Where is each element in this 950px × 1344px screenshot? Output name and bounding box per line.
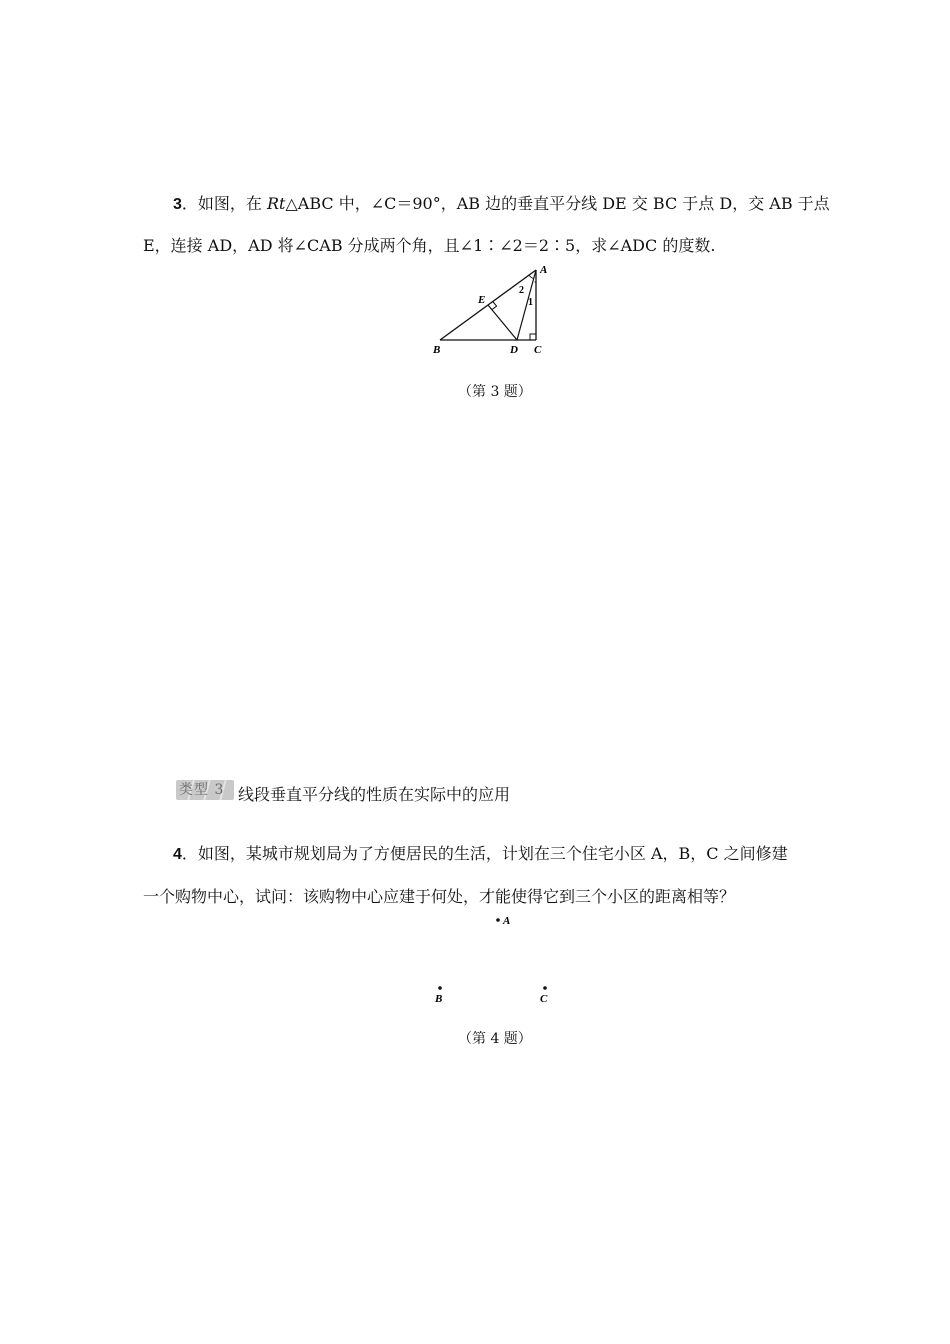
q4-line-2: 一个购物中心，试问：该购物中心应建于何处，才能使得它到三个小区的距离相等？: [143, 887, 736, 906]
q4-points-figure: [420, 910, 560, 1010]
label-a: A: [540, 264, 548, 276]
section-title: 线段垂直平分线的性质在实际中的应用: [238, 785, 511, 804]
q3-text-b: △ABC 中，∠C＝90°，AB 边的垂直平分线 DE 交 BC 于点 D，交 AB 于点: [285, 194, 830, 213]
angle-arc-2: [529, 275, 534, 279]
q3-text-rt: Rt: [267, 194, 286, 213]
label-c: C: [534, 344, 542, 356]
label-angle-2: 2: [519, 285, 524, 296]
label-point-a: A: [503, 915, 511, 927]
label-b: B: [433, 344, 441, 356]
label-angle-1: 1: [528, 297, 533, 308]
right-angle-mark-e: [492, 302, 497, 310]
section-type-badge-text: 类型 3: [179, 782, 225, 798]
right-angle-mark-c: [530, 334, 536, 340]
label-e: E: [478, 294, 486, 306]
segment-de: [488, 305, 517, 340]
segment-ad: [517, 270, 536, 340]
q3-number: 3: [173, 196, 182, 213]
label-d: D: [510, 344, 518, 356]
point-a: [496, 918, 500, 922]
section-type-badge: [176, 780, 234, 800]
q4-caption: （第 4 题）: [458, 1031, 532, 1047]
q3-caption: （第 3 题）: [458, 384, 532, 400]
point-c: [543, 986, 547, 990]
q4-line-1: [173, 844, 788, 865]
q3-line-2: E，连接 AD，AD 将∠CAB 分成两个角，且∠1∶∠2＝2∶5，求∠ADC 的度数.: [143, 236, 716, 255]
point-b: [438, 986, 442, 990]
q4-text-1: ．如图，某城市规划局为了方便居民的生活，计划在三个住宅小区 A，B，C 之间修建: [181, 844, 788, 863]
label-point-c: C: [540, 993, 548, 1005]
q3-text-a: ．如图，在: [181, 194, 267, 213]
q3-triangle-figure: [430, 262, 570, 362]
label-point-b: B: [435, 993, 443, 1005]
q3-line-1: [173, 194, 830, 215]
q4-number: 4: [173, 846, 182, 863]
